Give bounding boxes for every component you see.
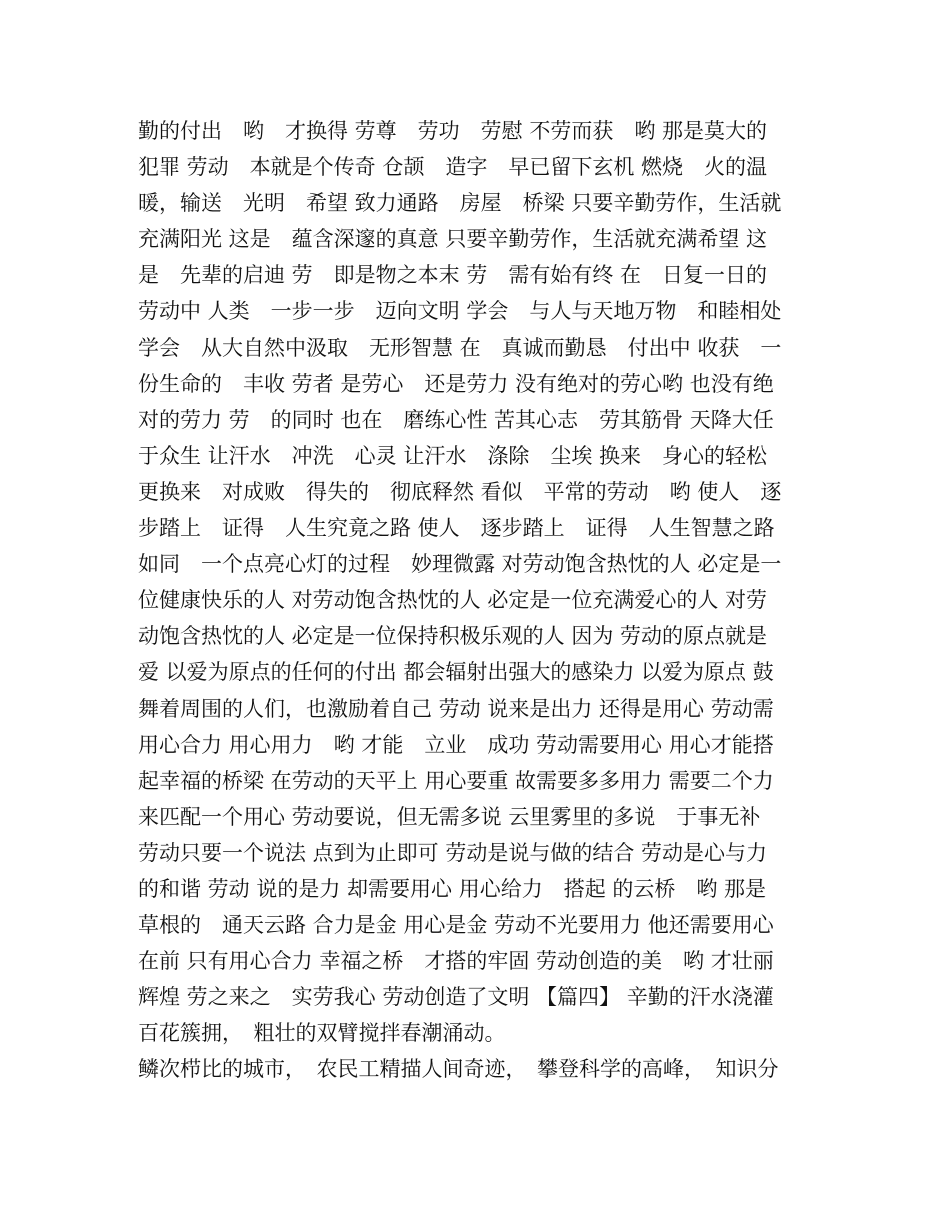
text-line: 舞着周围的人们，也激励着自己 劳动 说来是出力 还得是用心 劳动需 xyxy=(138,696,774,721)
text-line: 是 先辈的启迪 劳 即是物之本末 劳 需有始有终 在 日复一日的 xyxy=(138,263,768,288)
text-line: 劳动中 人类 一步一步 迈向文明 学会 与人与天地万物 和睦相处 xyxy=(138,299,782,324)
text-line: 暖，输送 光明 希望 致力通路 房屋 桥梁 只要辛勤劳作，生活就 xyxy=(138,191,782,216)
text-line: 来匹配一个用心 劳动要说，但无需多说 云里雾里的多说 于事无补 xyxy=(138,804,761,829)
text-line: 如同 一个点亮心灯的过程 妙理微露 对劳动饱含热忱的人 必定是一 xyxy=(138,552,782,577)
text-line: 动饱含热忱的人 必定是一位保持积极乐观的人 因为 劳动的原点就是 xyxy=(138,624,768,649)
text-line: 充满阳光 这是 蕴含深邃的真意 只要辛勤劳作，生活就充满希望 这 xyxy=(138,227,768,252)
text-line: 对的劳力 劳 的同时 也在 磨练心性 苦其心志 劳其筋骨 天降大任 xyxy=(138,407,774,432)
text-line: 学会 从大自然中汲取 无形智慧 在 真诚而勤恳 付出中 收获 一 xyxy=(138,335,782,360)
text-line: 用心合力 用心用力 哟 才能 立业 成功 劳动需要用心 用心才能搭 xyxy=(138,732,774,757)
text-line: 犯罪 劳动 本就是个传奇 仓颉 造字 早已留下玄机 燃烧 火的温 xyxy=(138,155,768,180)
text-line: 勤的付出 哟 才换得 劳尊 劳功 劳慰 不劳而获 哟 那是莫大的 xyxy=(138,119,768,143)
text-line: 劳动只要一个说法 点到为止即可 劳动是说与做的结合 劳动是心与力 xyxy=(138,840,768,865)
text-line: 在前 只有用心合力 幸福之桥 才搭的牢固 劳动创造的美 哟 才壮丽 xyxy=(138,949,774,974)
text-line: 份生命的 丰收 劳者 是劳心 还是劳力 没有绝对的劳心哟 也没有绝 xyxy=(138,371,774,396)
text-line: 百花簇拥， 粗壮的双臂搅拌春潮涌动。 xyxy=(138,1021,506,1046)
text-line: 草根的 通天云路 合力是金 用心是金 劳动不光要用力 他还需要用心 xyxy=(138,913,774,938)
text-line: 位健康快乐的人 对劳动饱含热忱的人 必定是一位充满爱心的人 对劳 xyxy=(138,588,768,613)
text-line: 辉煌 劳之来之 实劳我心 劳动创造了文明 【篇四】 辛勤的汗水浇灌 xyxy=(138,985,774,1010)
text-line: 更换来 对成败 得失的 彻底释然 看似 平常的劳动 哟 使人 逐 xyxy=(138,479,782,504)
text-line: 爱 以爱为原点的任何的付出 都会辐射出强大的感染力 以爱为原点 鼓 xyxy=(138,660,774,685)
text-line: 鳞次栉比的城市， 农民工精描人间奇迹， 攀登科学的高峰， 知识分 xyxy=(138,1057,779,1082)
text-line: 起幸福的桥梁 在劳动的天平上 用心要重 故需要多多用力 需要二个力 xyxy=(138,768,774,793)
text-line: 步踏上 证得 人生究竟之路 使人 逐步踏上 证得 人生智慧之路 xyxy=(138,516,775,541)
text-line: 的和谐 劳动 说的是力 却需要用心 用心给力 搭起 的云桥 哟 那是 xyxy=(138,876,767,901)
text-line: 于众生 让汗水 冲洗 心灵 让汗水 涤除 尘埃 换来 身心的轻松 xyxy=(138,443,768,468)
body-text xyxy=(138,113,828,1088)
